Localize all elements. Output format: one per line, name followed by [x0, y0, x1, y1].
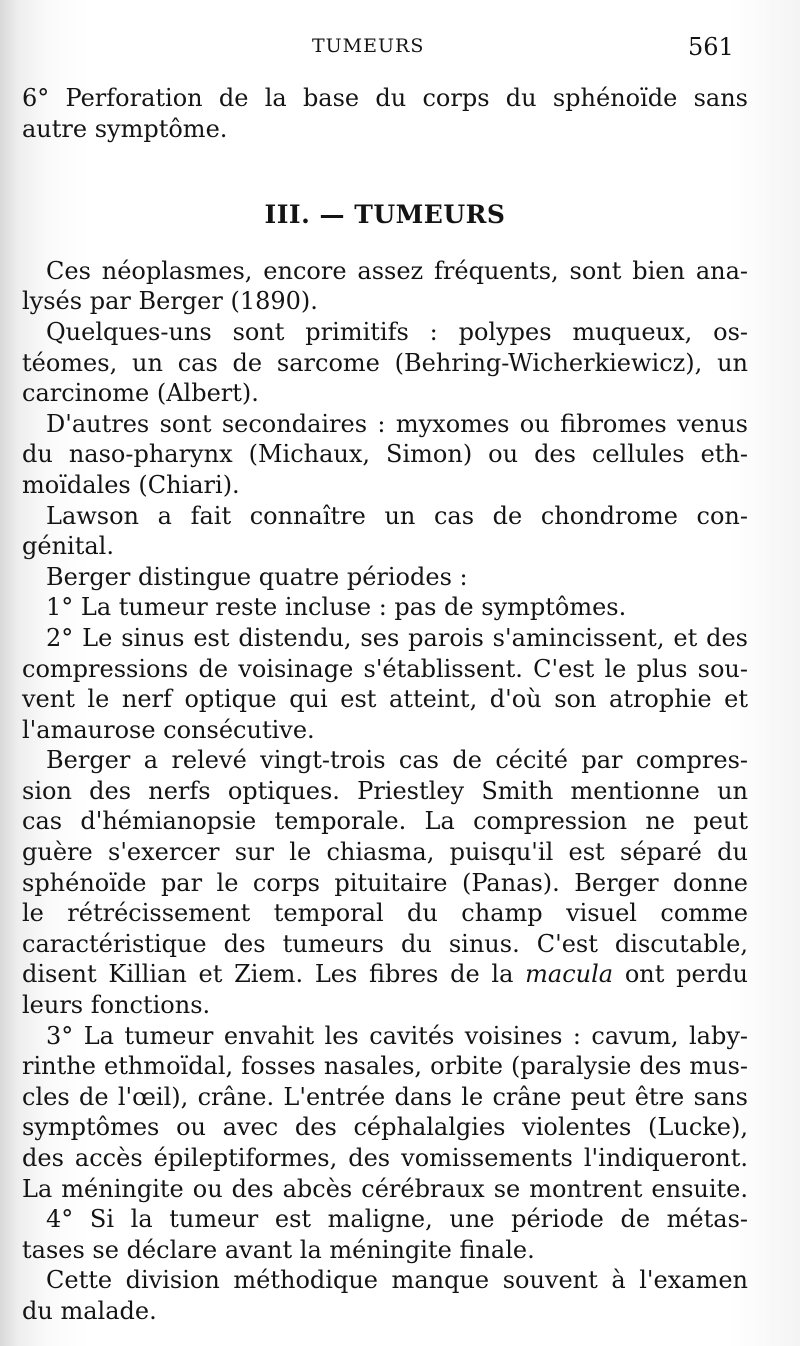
text-segment: disent Killian et Ziem. Les fibres de la	[22, 960, 526, 989]
text-line: 2° Le sinus est distendu, ses parois s'amincissent, et des	[46, 623, 748, 652]
text-segment: ont perdu	[613, 960, 749, 989]
text-line: tases se déclare avant la méningite finale.	[22, 1235, 535, 1264]
text-line: compressions de voisinage s'établissent. C'est le plus sou-	[22, 654, 748, 683]
text-line: Quelques-uns sont primitifs : polypes muqueux, os-	[46, 317, 748, 346]
text-line: Ces néoplasmes, encore assez fréquents, sont bien ana-	[46, 256, 748, 285]
text-line: des accès épileptiformes, des vomissements l'indiqueront.	[22, 1144, 748, 1172]
text-line: La méningite ou des abcès cérébraux se montrent ensuite.	[22, 1174, 748, 1203]
text-line: du naso-pharynx (Michaux, Simon) ou des cellules eth-	[22, 440, 748, 469]
text-line: l'amaurose consécutive.	[22, 715, 315, 744]
text-line: téomes, un cas de sarcome (Behring-Wicherkiewicz), un	[22, 348, 748, 377]
running-head: TUMEURS	[312, 35, 425, 57]
italic-term: macula	[525, 960, 614, 989]
text-line: cles de l'œil), crâne. L'entrée dans le crâne peut être sans	[22, 1082, 748, 1111]
text-line: sion des nerfs optiques. Priestley Smith mentionne un	[22, 776, 748, 805]
text-line: leurs fonctions.	[22, 991, 211, 1020]
text-line: 3° La tumeur envahit les cavités voisines : cavum, laby-	[46, 1021, 748, 1050]
text-line: cas d'hémianopsie temporale. La compression ne peut	[22, 807, 748, 836]
page-header	[0, 33, 800, 63]
text-line: guère s'exercer sur le chiasma, puisqu'il est séparé du	[22, 838, 748, 867]
section-heading: III. — TUMEURS	[264, 200, 506, 230]
text-line: carcinome (Albert).	[22, 379, 259, 408]
text-line: 4° Si la tumeur est maligne, une période de métas-	[46, 1205, 748, 1234]
page-number: 561	[688, 33, 734, 61]
text-line: Cette division méthodique manque souvent à l'examen	[46, 1266, 748, 1295]
text-line: symptômes ou avec des céphalalgies violentes (Lucke),	[22, 1113, 748, 1142]
text-line: rinthe ethmoïdal, fosses nasales, orbite (paralysie des mus-	[22, 1052, 748, 1081]
text-line: Berger a relevé vingt-trois cas de cécité par compres-	[46, 746, 748, 775]
text-line: le rétrécissement temporal du champ visuel comme	[22, 899, 748, 928]
text-line: Lawson a fait connaître un cas de chondrome con-	[46, 501, 748, 530]
text-line-with-italic	[22, 959, 748, 990]
text-line: D'autres sont secondaires : myxomes ou fibromes venus	[46, 409, 748, 438]
text-line: sphénoïde par le corps pituitaire (Panas). Berger donne	[22, 868, 748, 897]
text-line: du malade.	[22, 1296, 157, 1325]
text-line: vent le nerf optique qui est atteint, d'où son atrophie et	[22, 685, 748, 714]
intro-line-2: autre symptôme.	[22, 114, 228, 143]
text-line: génital.	[22, 532, 114, 561]
text-line: Berger distingue quatre périodes :	[46, 562, 468, 591]
page-body	[22, 83, 748, 1327]
text-line: caractéristique des tumeurs du sinus. C'est discutable,	[22, 929, 748, 958]
text-line: moïdales (Chiari).	[22, 470, 240, 499]
text-line: lysés par Berger (1890).	[22, 287, 318, 316]
text-line: 1° La tumeur reste incluse : pas de symptômes.	[46, 593, 627, 622]
intro-line-1: 6° Perforation de la base du corps du sphénoïde sans	[22, 84, 748, 112]
